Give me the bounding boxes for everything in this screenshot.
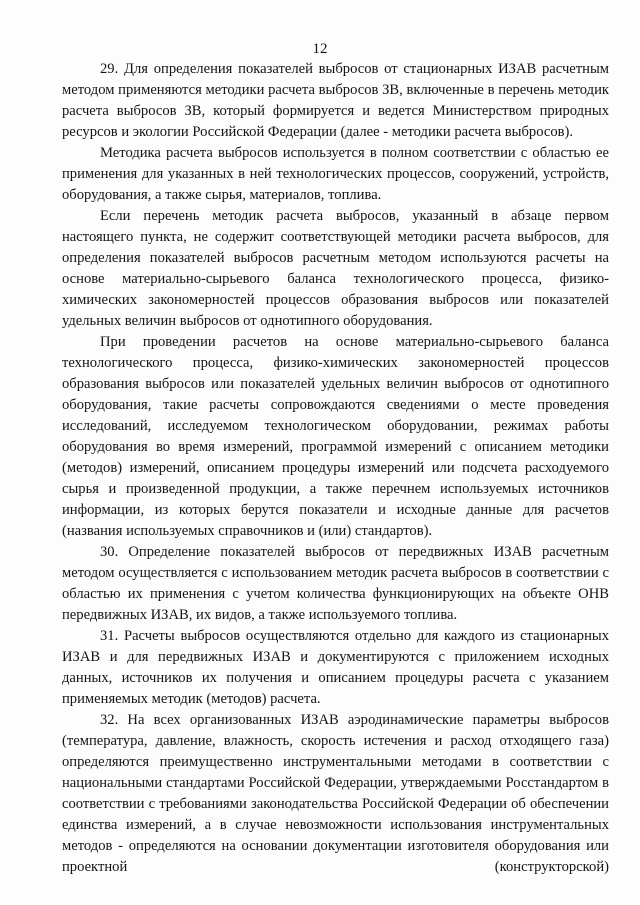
paragraph-29: 29. Для определения показателей выбросов от стационарных ИЗАВ расчетным методом применяются методики расчета выбросов ЗВ, включенные в перечень методик расчета выбросов ЗВ, который формируется и ведется Министерством природных ресурсов и экологии Российской Федерации (далее - методики расчета выбросов). xyxy=(62,61,609,140)
paragraph-no-method: Если перечень методик расчета выбросов, указанный в абзаце первом настоящего пункта, не содержит соответствующей методики расчета выбросов, для определения показателей выбросов расчетным методом используются расчеты на основе материально-сырьевого баланса технологического процесса, физико-химических закономерностей процессов образования выбросов или показателей удельных величин выбросов от однотипного оборудования. xyxy=(62,208,609,329)
document-body xyxy=(62,59,609,878)
page-number: 12 xyxy=(312,41,328,57)
paragraph-method-scope: Методика расчета выбросов используется в полном соответствии с областью ее применения для указанных в ней технологических процессов, сооружений, устройств, оборудования, а также сырья, материалов, топлива. xyxy=(62,145,609,203)
paragraph-31: 31. Расчеты выбросов осуществляются отдельно для каждого из стационарных ИЗАВ и для передвижных ИЗАВ и документируются с приложением исходных данных, источников их получения и описанием процедуры расчета с указанием применяемых методик (методов) расчета. xyxy=(62,628,609,707)
paragraph-30: 30. Определение показателей выбросов от передвижных ИЗАВ расчетным методом осуществляется с использованием методик расчета выбросов в соответствии с областью их применения с учетом количества функционирующих на объекте ОНВ передвижных ИЗАВ, их видов, а также используемого топлива. xyxy=(62,544,609,623)
paragraph-32: 32. На всех организованных ИЗАВ аэродинамические параметры выбросов (температура, давление, влажность, скорость истечения и расход отходящего газа) определяются преимущественно инструментальными методами в соответствии с национальными стандартами Российской Федерации, утверждаемыми Росстандартом в соответствии с требованиями законодательства Российской Федерации об обеспечении единства измерений, а в случае невозможности использования инструментальных методов - определяются на основании документации изготовителя оборудования или проектной (конструкторской) xyxy=(62,712,609,875)
paragraph-calculation-details: При проведении расчетов на основе материально-сырьевого баланса технологического процесса, физико-химических закономерностей процессов образования выбросов или показателей удельных величин выбросов от однотипного оборудования, такие расчеты сопровождаются сведениями о месте проведения исследований, исследуемом технологическом оборудовании, режимах работы оборудования во время измерений, программой измерений с описанием методики (методов) измерений, описанием процедуры измерений или подсчета расходуемого сырья и произведенной продукции, а также перечнем используемых источников информации, из которых берутся показатели и исходные данные для расчетов (названия используемых справочников и (или) стандартов). xyxy=(62,334,609,539)
